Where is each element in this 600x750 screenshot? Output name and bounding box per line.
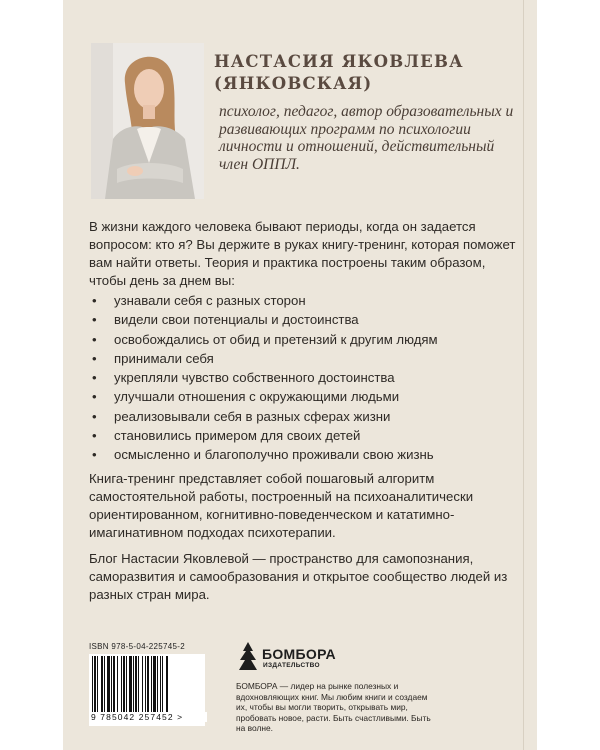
publisher-logo <box>236 640 336 675</box>
bullet-icon: • <box>92 293 97 308</box>
list-item <box>89 291 509 310</box>
list-item <box>89 445 509 464</box>
bullet-icon: • <box>92 389 97 405</box>
bullet-icon: • <box>92 370 97 386</box>
barcode-icon <box>89 654 205 714</box>
bullet-icon: • <box>92 408 97 424</box>
list-item <box>89 368 509 387</box>
publisher-name: БОМБОРА <box>262 646 336 662</box>
list-item-text: улучшали отношения с окружающими людьми <box>114 389 400 405</box>
isbn-number: ISBN 978-5-04-225745-2 <box>89 642 185 651</box>
author-photo <box>91 43 204 199</box>
blog-paragraph: Блог Настасии Яковлевой — пространство для самопознания, саморазвития и самообразования и открытое сообщество людей из разных стран мира. <box>89 551 508 602</box>
author-name: НАСТАСИЯ ЯКОВЛЕВА (ЯНКОВСКАЯ) <box>214 52 464 93</box>
list-item-text: принимали себя <box>114 350 214 366</box>
bullet-icon: • <box>92 428 97 444</box>
list-item <box>89 330 509 349</box>
list-item-text: реализовывали себя в разных сферах жизни <box>114 408 391 424</box>
bullet-icon: • <box>92 312 97 328</box>
list-item <box>89 310 509 329</box>
publisher-description: БОМБОРА — лидер на рынке полезных и вдохновляющих книг. Мы любим книги и создаем их, чтобы вы могли творить, открывать мир, пробовать новое, расти. Быть счастливыми. Быть на волне. <box>236 681 431 733</box>
benefits-list <box>89 291 509 465</box>
bullet-icon: • <box>92 331 97 347</box>
barcode-digits: 9 785042 257452 > <box>89 712 207 722</box>
list-item-text: видели свои потенциалы и достоинства <box>114 312 359 328</box>
list-item-text: становились примером для своих детей <box>114 428 361 444</box>
intro-paragraph: В жизни каждого человека бывают периоды, когда он задается вопросом: кто я? Вы держите в руках книгу-тренинг, которая поможет вам найти ответы. Теория и практика построены таким образом, чтобы день за днем вы: <box>89 219 516 288</box>
list-item-text: осмысленно и благополучно проживали свою жизнь <box>114 447 434 463</box>
bullet-icon: • <box>92 447 97 463</box>
isbn-block <box>89 642 209 742</box>
list-item-text: освобождались от обид и претензий к другим людям <box>114 331 438 347</box>
list-item <box>89 407 509 426</box>
cover-fold-line <box>523 0 524 750</box>
publisher-subtitle: ИЗДАТЕЛЬСТВО <box>263 662 320 669</box>
list-item <box>89 349 509 368</box>
bombora-logo-icon <box>236 640 260 672</box>
list-item-text: укрепляли чувство собственного достоинства <box>114 370 395 386</box>
list-item <box>89 426 509 445</box>
barcode <box>89 654 205 726</box>
bullet-icon: • <box>92 350 97 366</box>
author-bio: психолог, педагог, автор образовательных и развивающих программ по психологии личности и отношений, действительный член ОППЛ. <box>219 103 514 173</box>
list-item <box>89 387 509 406</box>
method-paragraph: Книга-тренинг представляет собой пошаговый алгоритм самостоятельной работы, построенный на психоаналитически ориентированном, когнитивно-поведенческом и кататимно-имагинативном подходах психотерапии. <box>89 471 474 540</box>
list-item-text: узнавали себя с разных сторон <box>114 293 306 308</box>
